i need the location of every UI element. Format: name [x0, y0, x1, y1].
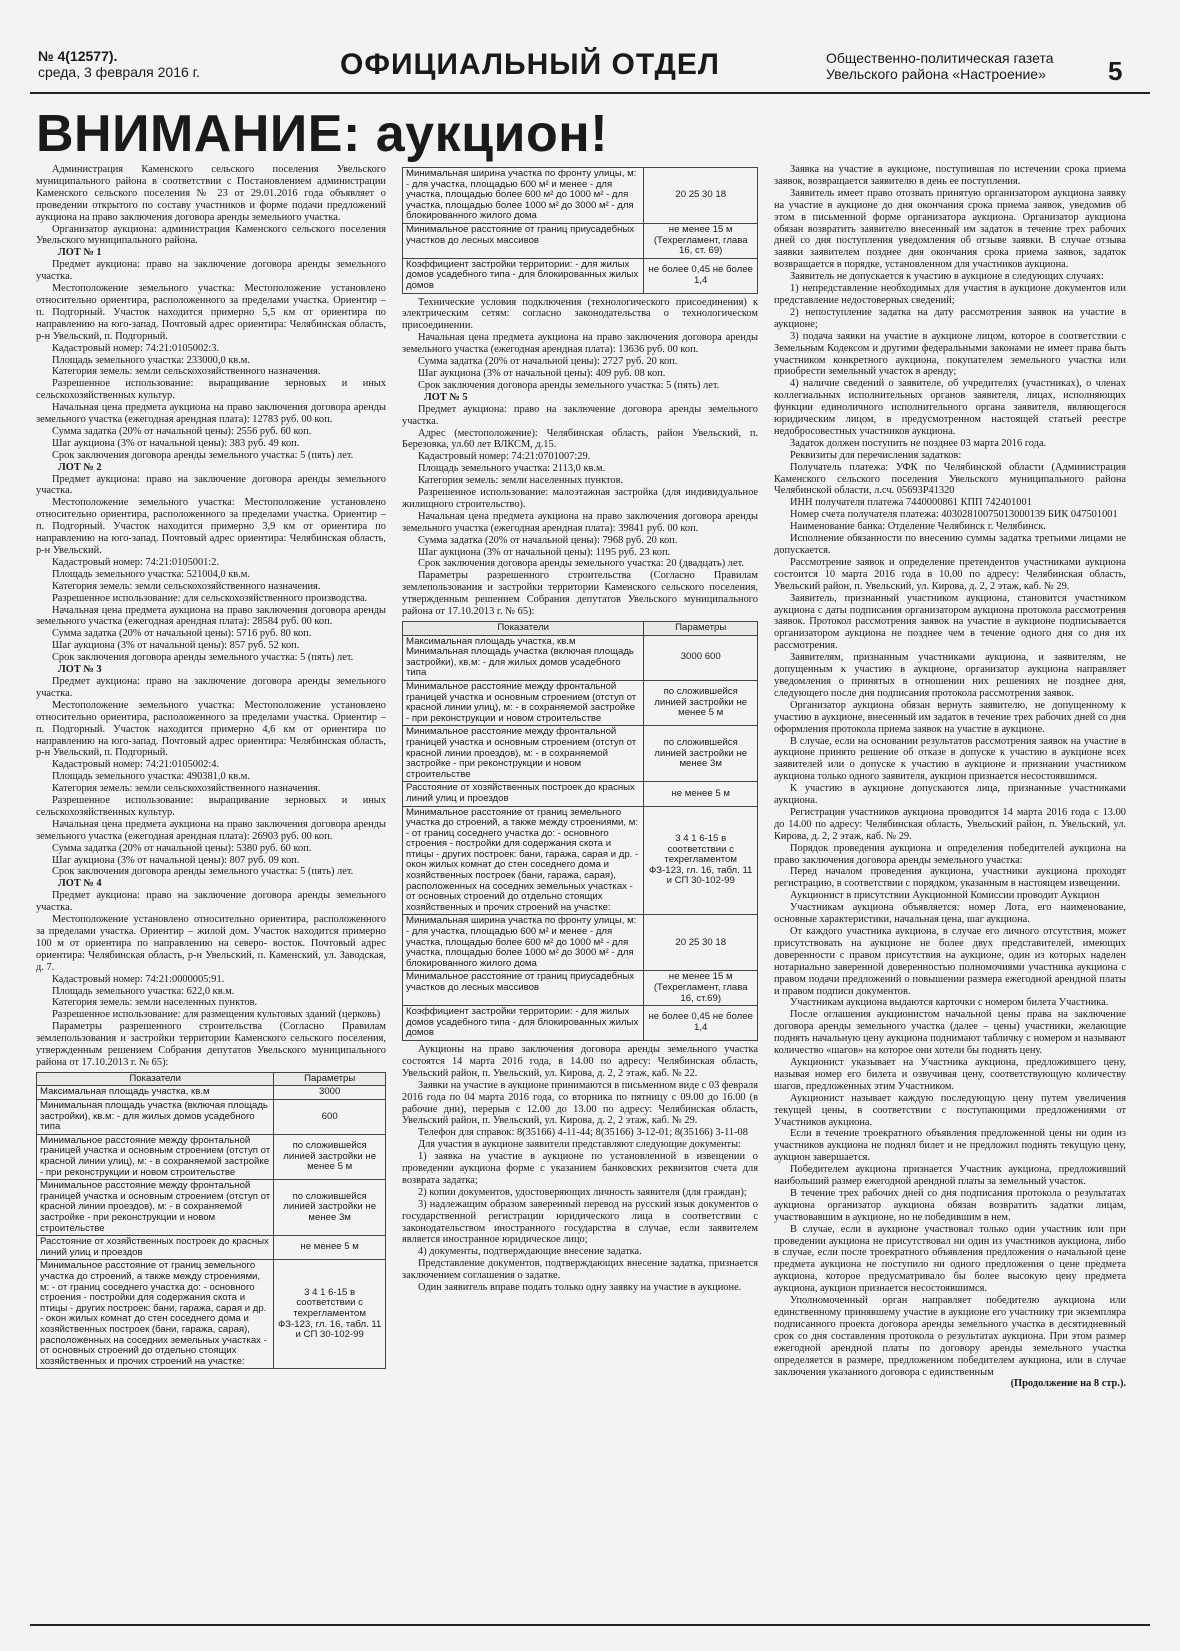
lot3-parameters-table-continued — [402, 167, 758, 294]
paragraph: Заявки на участие в аукционе принимаются в письменном виде с 03 февраля 2016 года по 04 марта 2016 года, со вторника по пятницу с 09.00 до 16.00 (в рабочие дни), перерыв с 12.00 до 13.00 по адресу: Челябинская область, Увельский район, п. Увельский, ул. Кирова, д. 2, 2 этаж, каб. № 29. — [402, 1079, 758, 1127]
parameter-cell: по сложившейся линией застройки не менее 5 м — [644, 680, 758, 725]
paragraph: Местоположение земельного участка: Местоположение установлено относительно ориентира, расположенного за пределами участка. Ориентир – п. Подгорный. Участок находится примерно 4,6 км от ориентира по направлению на юго-запад. Почтовый адрес ориентира: Челябинская область, р-н Увельский, п. Подгорный. — [36, 699, 386, 759]
indicator-cell: Расстояние от хозяйственных построек до красных линий улиц и проездов — [37, 1236, 274, 1260]
paragraph: Рассмотрение заявок и определение претендентов участниками аукциона состоится 10 марта 2016 года в 10.00 по адресу: Челябинская область, Увельский район, п. Увельский, ул. Кирова, д. 2, 2 этаж, каб. № 29. — [774, 556, 1126, 592]
paragraph: Площадь земельного участка: 233000,0 кв.м. — [52, 354, 250, 366]
paragraph: Задаток должен поступить не позднее 03 марта 2016 года. — [790, 437, 1047, 449]
lot4-parameters-table — [36, 1072, 386, 1369]
paragraph: 4) наличие сведений о заявителе, об учредителях (участниках), о членах коллегиальных исполнительных органов заявителя, лицах, исполняющих функции единоличного исполнительного органа заявителя, являющегося юридическим лицом, в предусмотренном настоящей статьей реестре недобросовестных участников аукциона. — [774, 378, 1126, 437]
paragraph: Площадь земельного участка: 622,0 кв.м. — [52, 985, 235, 997]
paragraph: ИНН получателя платежа 7440000861 КПП 742401001 — [790, 497, 1032, 509]
paragraph: Участникам аукциона выдаются карточки с номером билета Участника. — [790, 997, 1109, 1009]
parameter-cell: не более 0,45 не более 1,4 — [644, 1006, 758, 1041]
paragraph: Местоположение земельного участка: Местоположение установлено относительно ориентира, расположенного за пределами участка. Ориентир – п. Подгорный. Участок находится примерно 3,9 км от ориентира по направлению на юго-запад. Почтовый адрес ориентира: Челябинская область, р-н Увельский. — [36, 497, 386, 556]
paragraph: Сумма задатка (20% от начальной цены): 7968 руб. 20 коп. — [418, 534, 678, 546]
table-row — [403, 971, 758, 1006]
paragraph: Сумма задатка (20% от начальной цены): 5716 руб. 80 коп. — [52, 628, 312, 640]
paragraph: Категория земель: земли населенных пунктов. — [418, 475, 624, 487]
paragraph: Предмет аукциона: право на заключение договора аренды земельного участка. — [36, 473, 386, 497]
issue-number: № 4(12577). — [38, 48, 118, 64]
paragraph: Кадастровый номер: 74:21:0105002:3. — [52, 342, 220, 354]
column-1-text — [36, 164, 386, 1069]
paragraph: Параметры разрешенного строительства (Согласно Правилам землепользования и застройки территории Каменского сельского поселения, утвержденным решением Собрания депутатов Увельского муниципального района от 17.10.2013 г. № 65): — [36, 1021, 386, 1068]
paragraph: Заявителям, признанным участниками аукциона, и заявителям, не допущенным к участию в аукционе, организатор аукциона направляет уведомления о принятых в отношении них решениях не позднее дня, следующего после дня подписания протокола рассмотрения заявок. — [774, 652, 1126, 699]
paragraph: Организатор аукциона обязан вернуть заявителю, не допущенному к участию в аукционе, внесенный им задаток в течение трех рабочих дней со дня оформления протокола приема заявок на участие в аукционе. — [774, 699, 1126, 735]
newspaper-name-line1: Общественно-политическая газета — [826, 50, 1054, 66]
paragraph: Категория земель: земли сельскохозяйственного назначения. — [52, 366, 321, 378]
paragraph: Шаг аукциона (3% от начальной цены): 383 руб. 49 коп. — [52, 437, 300, 449]
paragraph: Начальная цена предмета аукциона на право заключения договора аренды земельного участка (ежегодная арендная плата): 26903 руб. 00 коп. — [36, 818, 386, 842]
table-row — [403, 223, 758, 258]
column-1 — [36, 164, 386, 1609]
paragraph: 2) копии документов, удостоверяющих личность заявителя (для граждан); — [418, 1186, 747, 1198]
paragraph: Срок заключения договора аренды земельного участка: 5 (пять) лет. — [52, 449, 354, 461]
table-header-indicators: Показатели — [403, 622, 644, 636]
table-row — [37, 1260, 386, 1369]
paragraph: 4) документы, подтверждающие внесение задатка. — [418, 1246, 642, 1258]
indicator-cell: Коэффициент застройки территории: - для жилых домов усадебного типа - для блокированных жилых домов — [403, 258, 644, 293]
paragraph: Разрешенное использование: малоэтажная застройка (для индивидуальное жилищного строительство). — [402, 487, 758, 510]
paragraph: Срок заключения договора аренды земельного участка: 5 (пять) лет. — [418, 379, 720, 391]
parameter-cell: по сложившейся линией застройки не менее 3м — [274, 1180, 386, 1236]
paragraph: Аукционист в присутствии Аукционной Комиссии проводит Аукцион — [790, 890, 1100, 902]
paragraph: Начальная цена предмета аукциона на право заключения договора аренды земельного участка (ежегодная арендная плата): 12783 руб. 00 коп. — [36, 402, 386, 426]
paragraph: Местоположение установлено относительно ориентира, расположенного за пределами участка. Ориентир – жилой дом. Участок находится примерно 100 м от ориентира по направлению на северо- восток. Почтовый адрес ориентира: Челябинская область, р-н Увельский, п. Каменский, ул. Заводская, д. 7. — [36, 914, 386, 973]
paragraph: Разрешенное использование: для размещения культовых зданий (церковь) — [52, 1009, 381, 1021]
paragraph: 3) подача заявки на участие в аукционе лицом, которое в соответствии с Земельным Кодексом и другими федеральными законами не имеет права быть участником конкретного аукциона, покупателем земельного участка или приобрести земельный участок в аренду; — [774, 330, 1126, 378]
parameter-cell: 20 25 30 18 — [644, 915, 758, 971]
paragraph: Кадастровый номер: 74:21:0105001:2. — [52, 556, 220, 568]
paragraph: От каждого участника аукциона, в случае его личного отсутствия, может присутствовать на аукционе не более двух представителей, имеющих доверенности с правом присутствия на аукционе, один из которых наделен нотариально заверенной доверенностью полномочиями участника аукциона с правом подачи предложений о повышении размера ежегодной арендной платы и правом подписи документов. — [774, 926, 1126, 997]
lot-heading: ЛОТ № 2 — [58, 461, 102, 473]
lot-heading: ЛОТ № 5 — [424, 391, 468, 403]
paragraph: Срок заключения договора аренды земельного участка: 20 (двадцать) лет. — [418, 558, 744, 570]
paragraph: Аукционист указывает на Участника аукциона, предложившего цену, называя номер его билета и озвучивая цену, соответствующую количеству шагов, предложенных этим Участником. — [774, 1056, 1126, 1092]
paragraph: Телефон для справок: 8(35166) 4-11-44; 8(35166) 3-12-01; 8(35166) 3-11-08 — [418, 1127, 748, 1139]
paragraph: Начальная цена предмета аукциона на право заключения договора аренды земельного участка (ежегодная арендная плата): 28584 руб. 00 коп. — [36, 604, 386, 628]
paragraph: Шаг аукциона (3% от начальной цены): 857 руб. 52 коп. — [52, 640, 300, 652]
paragraph: Технические условия подключения (технологического присоединения) к электрическим сетям: согласно законодательства о технологическом присоединении. — [402, 296, 758, 332]
table-row — [403, 782, 758, 806]
indicator-cell: Расстояние от хозяйственных построек до красных линий улиц и проездов — [403, 782, 644, 806]
paragraph: Срок заключения договора аренды земельного участка: 5 (пять) лет. — [52, 866, 354, 878]
paragraph: Исполнение обязанности по внесению суммы задатка третьими лицами не допускается. — [774, 533, 1126, 556]
paragraph: Кадастровый номер: 74:21:0000005:91. — [52, 973, 225, 985]
indicator-cell: Коэффициент застройки территории: - для жилых домов усадебного типа - для блокированных жилых домов — [403, 1006, 644, 1041]
paragraph: Шаг аукциона (3% от начальной цены): 807 руб. 09 коп. — [52, 854, 300, 866]
paragraph: Категория земель: земли населенных пунктов. — [52, 997, 258, 1009]
paragraph: Заявитель, признанный участником аукциона, становится участником аукциона с даты подписания организатором аукциона протокола рассмотрения заявок. Протокол рассмотрения заявок на участие в аукционе подписывается организатором аукциона не позднее чем в течение одного дня со дня их рассмотрения. — [774, 592, 1126, 652]
paragraph: Организатор аукциона: администрация Каменского сельского поселения Увельского муниципального района. — [36, 223, 386, 247]
paragraph: Местоположение земельного участка: Местоположение установлено относительно ориентира, расположенного за пределами участка. Ориентир – п. Подгорный. Участок находится примерно 5,5 км от ориентира по направлению на юго-запад. Почтовый адрес ориентира: Челябинская область, р-н Увельский, п. Подгорный. — [36, 283, 386, 342]
indicator-cell: Минимальное расстояние между фронтальной границей участка и основным строением (отступ от красной линии улиц), м: - в сохраняемой застройке - при реконструкции и новом строительстве — [37, 1134, 274, 1179]
indicator-cell: Минимальная ширина участка по фронту улицы, м: - для участка, площадью 600 м² и менее - для участка, площадью более 600 м² до 1000 м² - для участка, площадью более 1000 м² до 3000 м² - для блокированного жилого дома — [403, 915, 644, 971]
lot-heading: ЛОТ № 3 — [58, 664, 102, 676]
paragraph: Площадь земельного участка: 2113,0 кв.м. — [418, 463, 606, 475]
paragraph: Площадь земельного участка: 521004,0 кв.м. — [52, 568, 250, 580]
parameter-cell: 600 — [274, 1100, 386, 1135]
newspaper-name-line2: Увельского района «Настроение» — [826, 66, 1046, 82]
paragraph: Победителем аукциона признается Участник аукциона, предложивший наибольший размер ежегодной арендной платы за земельный участок. — [774, 1164, 1126, 1188]
paragraph: 3) надлежащим образом заверенный перевод на русский язык документов о государственной регистрации юридического лица в соответствии с законодательством иностранного государства в случае, если заявителем является иностранное юридическое лицо; — [402, 1198, 758, 1246]
paragraph: Начальная цена предмета аукциона на право заключения договора аренды земельного участка (ежегодная арендная плата): 39841 руб. 00 коп. — [402, 510, 758, 534]
paragraph: В случае, если в аукционе участвовал только один участник или при проведении аукциона не присутствовал ни один из участников аукциона, либо в случае, если после троекратного объявления предложения о начальной цене предмета аукциона не поступило ни одного предложения о цене предмета аукциона, которое предусматривало бы более высокую цену предмета аукциона, аукцион признается несостоявшимся. — [774, 1223, 1126, 1295]
paragraph: Получатель платежа: УФК по Челябинской области (Администрация Каменского сельского поселения Увельского муниципального района Челябинской области, л.сч. 05693Р41320 — [774, 461, 1126, 497]
paragraph: Уполномоченный орган направляет победителю аукциона или единственному принявшему участие в аукционе его участнику три экземпляра подписанного проекта договора аренды земельного участка в десятидневный срок со дня составления протокола о результатах аукциона. При этом размер ежегодной арендной платы по договору аренды земельного участка определяется в размере, предложенном победителем аукциона, или в случае заключения указанного договора с единственным — [774, 1295, 1126, 1378]
paragraph: Площадь земельного участка: 490381,0 кв.м. — [52, 771, 250, 783]
column-2-text-bottom — [402, 1044, 758, 1294]
paragraph: Предмет аукциона: право на заключение договора аренды земельного участка. — [402, 403, 758, 427]
indicator-cell: Минимальное расстояние от границ земельного участка до строений, а также между строениями, м: - от границ соседнего участка до: - основного строения - постройки для содержания скота и птицы - других построек: бани, гаража, сарая и др. - окон жилых комнат до стен соседнего дома и хозяйственных построек (бани, гаража, сарая), расположенных на соседних земельных участках - от основных строений до отдельно стоящих хозяйственных и прочих строений на участке: — [37, 1260, 274, 1369]
paragraph: Один заявитель вправе подать только одну заявку на участие в аукционе. — [418, 1282, 742, 1294]
continuation-note: (Продолжение на 8 стр.). — [1010, 1378, 1126, 1390]
paragraph: Категория земель: земли сельскохозяйственного назначения. — [52, 783, 321, 795]
table-row — [37, 1100, 386, 1135]
paragraph: Сумма задатка (20% от начальной цены): 5380 руб. 60 коп. — [52, 842, 312, 854]
parameter-cell: 3 4 1 6-15 в соответствии с техрегламентом ФЗ-123, гл. 16, табл. 11 и СП 30-102-99 — [644, 806, 758, 915]
page-title: ВНИМАНИЕ: аукцион! — [36, 105, 609, 163]
paragraph: В течение трех рабочих дней со дня подписания протокола о результатах аукциона организатор аукциона обязан возвратить задатки лицам, участвовавшим в аукционе, но не победившим в нем. — [774, 1187, 1126, 1223]
lot-heading: ЛОТ № 4 — [58, 878, 102, 890]
paragraph: Предмет аукциона: право на заключение договора аренды земельного участка. — [36, 675, 386, 699]
newspaper-name — [826, 50, 1086, 82]
issue-date: среда, 3 февраля 2016 г. — [38, 64, 200, 80]
indicator-cell: Минимальное расстояние между фронтальной границей участка и основным строением (отступ от красной линии улиц), м: - в сохраняемой застройке - при реконструкции и новом строительстве — [403, 680, 644, 725]
parameter-cell: 20 25 30 18 — [644, 168, 758, 224]
table-row — [403, 1006, 758, 1041]
table-row — [37, 1134, 386, 1179]
parameter-cell: 3000 — [274, 1086, 386, 1100]
paragraph: Срок заключения договора аренды земельного участка: 5 (пять) лет. — [52, 652, 354, 664]
paragraph: Разрешенное использование: выращивание зерновых и иных сельскохозяйственных культур. — [36, 378, 386, 402]
paragraph: 2) непоступление задатка на дату рассмотрения заявок на участие в аукционе; — [774, 306, 1126, 330]
column-3 — [774, 164, 1126, 1609]
paragraph: Сумма задатка (20% от начальной цены): 2556 руб. 60 коп. — [52, 425, 312, 437]
paragraph: К участию в аукционе допускаются лица, признанные участниками аукциона. — [774, 783, 1126, 807]
table-row — [403, 635, 758, 680]
paragraph: Заявитель имеет право отозвать принятую организатором аукциона заявку на участие в аукционе до дня окончания срока приема заявок, уведомив об этом в письменной форме организатора аукциона. Организатор аукциона обязан возвратить заявителю внесенный им задаток в течение трех рабочих дней со дня поступления уведомления об отзыве заявки. В случае отзыва заявки заявителем позднее дня окончания срока приема заявок, задаток возвращается в порядке, установленном для участников аукциона. — [774, 187, 1126, 271]
parameter-cell: по сложившейся линией застройки не менее 3м — [644, 726, 758, 782]
page-number: 5 — [1108, 56, 1123, 86]
table-header-parameters: Параметры — [274, 1072, 386, 1086]
indicator-cell: Минимальное расстояние от границ приусадебных участков до лесных массивов — [403, 971, 644, 1006]
paragraph: 1) заявка на участие в аукционе по установленной в извещении о проведении аукциона форме с указанием банковских реквизитов счета для возврата задатка; — [402, 1151, 758, 1186]
parameter-cell: не более 0,45 не более 1,4 — [644, 258, 758, 293]
paragraph: Заявка на участие в аукционе, поступившая по истечении срока приема заявок, возвращается заявителю в день ее поступления. — [774, 164, 1126, 187]
paragraph: Аукционист называет каждую последующую цену путем увеличения текущей цены, в соответствии с поступающими предложениями от Участников аукциона. — [774, 1092, 1126, 1128]
paragraph: Порядок проведения аукциона и определения победителей аукциона на право заключения договора аренды земельного участка: — [774, 842, 1126, 866]
paragraph: Наименование банка: Отделение Челябинск г. Челябинск. — [790, 521, 1046, 533]
indicator-cell: Минимальное расстояние от границ приусадебных участков до лесных массивов — [403, 223, 644, 258]
paragraph: Участникам аукциона объявляется: номер Лота, его наименование, основные характеристики, начальная цена, шаг аукциона. — [774, 902, 1126, 926]
column-3-text — [774, 164, 1126, 1378]
paragraph: Адрес (местоположение): Челябинская область, район Увельский, п. Березовка, ул.60 лет ВЛКСМ, д.15. — [402, 427, 758, 451]
table-header-parameters: Параметры — [644, 622, 758, 636]
indicator-cell: Минимальная площадь участка (включая площадь застройки), кв.м: - для жилых домов усадебного типа — [37, 1100, 274, 1135]
table-row — [37, 1086, 386, 1100]
paragraph: Разрешенное использование: выращивание зерновых и иных сельскохозяйственных культур. — [36, 795, 386, 818]
table-row — [403, 915, 758, 971]
parameter-cell: не менее 5 м — [644, 782, 758, 806]
paragraph: Реквизиты для перечисления задатков: — [790, 449, 962, 461]
indicator-cell: Минимальное расстояние от границ земельного участка до строений, а также между строениями, м: - от границ соседнего участка до: - основного строения - постройки для содержания скота и птицы - других построек: бани, гаража, сарая и др. - окон жилых комнат до стен соседнего дома и хозяйственных построек (бани, гаража, сарая), расположенных на соседних земельных участках - от основных строений до отдельно стоящих хозяйственных и прочих строений на участке: — [403, 806, 644, 915]
table-header-indicators: Показатели — [37, 1072, 274, 1086]
paragraph: Кадастровый номер: 74:21:0701007:29. — [418, 451, 591, 463]
paragraph: Начальная цена предмета аукциона на право заключения договора аренды земельного участка (ежегодная арендная плата): 13636 руб. 00 коп. — [402, 332, 758, 356]
paragraph: Администрация Каменского сельского поселения Увельского муниципального района в соответствии с Постановлением администрации Каменского сельского поселения № 23 от 29.01.2016 года объявляет о проведении открытого по составу участников и форме подачи предложений аукциона на право заключения договора аренды земельного участка. — [36, 164, 386, 223]
table-row — [403, 726, 758, 782]
paragraph: Параметры разрешенного строительства (Согласно Правилам землепользования и застройки территории Каменского сельского поселения, утвержденным решением Собрания депутатов Увельского муниципального района от 17.10.2013 г. № 65): — [402, 570, 758, 618]
parameter-cell: 3000 600 — [644, 635, 758, 680]
issue-info — [38, 48, 238, 80]
paragraph: Шаг аукциона (3% от начальной цены): 1195 руб. 23 коп. — [418, 546, 671, 558]
paragraph: Регистрация участников аукциона проводится 14 марта 2016 года с 13.00 до 14.00 по адресу: Челябинская область, Увельский район, п. Увельский, ул. Кирова, д. 2, 2 этаж, каб. № 29. — [774, 806, 1126, 842]
indicator-cell: Максимальная площадь участка, кв.м Минимальная площадь участка (включая площадь застройки), кв.м: - для жилых домов усадебного типа — [403, 635, 644, 680]
paragraph: Шаг аукциона (3% от начальной цены): 409 руб. 08 коп. — [418, 367, 666, 379]
indicator-cell: Минимальное расстояние между фронтальной границей участка и основным строением (отступ от красной линии проездов), м: - в сохраняемой застройке - при реконструкции и новом строительстве — [37, 1180, 274, 1236]
parameter-cell: не менее 15 м (Техрегламент, глава 16, ст. 69) — [644, 223, 758, 258]
table-row — [403, 258, 758, 293]
table-row — [403, 806, 758, 915]
parameter-cell: 3 4 1 6-15 в соответствии с техрегламентом ФЗ-123, гл. 16, табл. 11 и СП 30-102-99 — [274, 1260, 386, 1369]
paragraph: Разрешенное использование: для сельскохозяйственного производства. — [52, 592, 368, 604]
paragraph: Заявитель не допускается к участию в аукционе в следующих случаях: — [790, 271, 1104, 283]
lot5-parameters-table — [402, 621, 758, 1041]
column-2 — [402, 164, 758, 1609]
paragraph: Аукционы на право заключения договора аренды земельного участка состоятся 14 марта 2016 года, в 14.00 по адресу: Челябинская область, Увельский район, п. Увельский, ул. Кирова, д. 2, 2 этаж, каб. № 22. — [402, 1043, 758, 1079]
lot-heading: ЛОТ № 1 — [58, 247, 102, 259]
parameter-cell: не менее 15 м (Техрегламент, глава 16, ст.69) — [644, 971, 758, 1006]
table-row — [37, 1236, 386, 1260]
paragraph: Категория земель: земли сельскохозяйственного назначения. — [52, 580, 321, 592]
paragraph: 1) непредставление необходимых для участия в аукционе документов или представление недостоверных сведений; — [774, 283, 1126, 306]
paragraph: Кадастровый номер: 74:21:0105002:4. — [52, 759, 220, 771]
parameter-cell: по сложившейся линией застройки не менее 5 м — [274, 1134, 386, 1179]
paragraph: Предмет аукциона: право на заключение договора аренды земельного участка. — [36, 259, 386, 283]
table-row — [403, 168, 758, 224]
paragraph: Предмет аукциона: право на заключение договора аренды земельного участка. — [36, 890, 386, 914]
header-rule — [30, 92, 1150, 94]
section-title: ОФИЦИАЛЬНЫЙ ОТДЕЛ — [340, 48, 720, 81]
paragraph: Сумма задатка (20% от начальной цены): 2727 руб. 20 коп. — [418, 356, 678, 368]
table-row — [37, 1180, 386, 1236]
paragraph: После оглашения аукционистом начальной цены права на заключение договора аренды земельного участка (далее – цены) участники, желающие поднять начальную цену аукциона поднимают табличку с номером и называют количество «шагов» на которое они хотели бы поднять цену. — [774, 1009, 1126, 1057]
paragraph: Номер счета получателя платежа: 40302810075013000139 БИК 047501001 — [790, 509, 1118, 521]
paragraph: Перед началом проведения аукциона, участники аукциона проходят регистрацию, в соответствии с порядком, указанным в настоящем извещении. — [774, 866, 1126, 890]
paragraph: Для участия в аукционе заявители представляют следующие документы: — [418, 1139, 741, 1151]
paragraph: Если в течение троекратного объявления предложенной цены ни один из участников аукциона не поднял билет и не предложил поднять текущую цену, аукцион завершается. — [774, 1128, 1126, 1164]
paragraph: В случае, если на основании результатов рассмотрения заявок на участие в аукционе принято решение об отказе в допуске к участию в аукционе всех заявителей или о допуске к участию в аукционе и признании участником аукциона только одного заявителя, аукцион признается несостоявшимся. — [774, 735, 1126, 783]
paragraph: Представление документов, подтверждающих внесение задатка, признается заключением соглашения о задатке. — [402, 1258, 758, 1282]
indicator-cell: Минимальная ширина участка по фронту улицы, м: - для участка, площадью 600 м² и менее - для участка, площадью более 600 м² до 1000 м² - для участка, площадью более 1000 м² до 3000 м² - для блокированного жилого дома — [403, 168, 644, 224]
parameter-cell: не менее 5 м — [274, 1236, 386, 1260]
indicator-cell: Максимальная площадь участка, кв.м — [37, 1086, 274, 1100]
column-2-text — [402, 297, 758, 618]
indicator-cell: Минимальное расстояние между фронтальной границей участка и основным строением (отступ от красной линии проездов), м: - в сохраняемой застройке - при реконструкции и новом строительстве — [403, 726, 644, 782]
table-row — [403, 680, 758, 725]
footer-rule — [30, 1624, 1150, 1626]
